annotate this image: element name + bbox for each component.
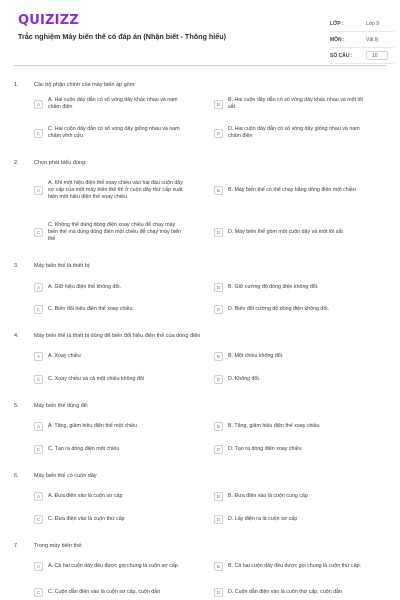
question-number: 7.	[14, 543, 19, 549]
option-text: A. Khi một hiệu điện thế xoay chiều vào hai đầu cuộn dây sơ cấp của một máy biến thế thì ở cuộn dây thứ cấp xuất hiện một hiệu điện thế xoay chiều	[48, 180, 183, 200]
option-d[interactable]	[214, 228, 365, 237]
question-4	[14, 331, 386, 341]
question-head	[14, 158, 386, 168]
option-letter: D	[214, 228, 223, 237]
option-letter: C	[34, 305, 43, 314]
option-letter: B	[214, 283, 223, 292]
header-divider	[14, 65, 386, 66]
question-number: 5.	[14, 403, 19, 409]
option-letter: A	[34, 100, 43, 109]
option-letter: B	[214, 352, 223, 361]
option-letter: B	[214, 562, 223, 571]
option-d[interactable]	[214, 445, 365, 454]
option-text: C. Tạo ra dòng điện một chiều	[48, 446, 120, 452]
option-text: B. Tăng, giảm hiệu điện thế xoay chiều	[228, 423, 320, 429]
quizizz-logo	[18, 12, 79, 28]
option-letter: C	[34, 375, 43, 384]
option-text: A. Đưa điện vào là cuộn sơ cấp	[48, 493, 123, 499]
option-letter: C	[34, 445, 43, 454]
option-letter: D	[214, 375, 223, 384]
option-letter: A	[34, 492, 43, 501]
meta-count	[330, 48, 394, 64]
option-text: D. Tạo ra dòng điện xoay chiều	[228, 446, 302, 452]
question-number: 4.	[14, 333, 19, 339]
meta-grade-label: LỚP :	[330, 20, 344, 27]
meta-subject	[330, 32, 394, 48]
option-b[interactable]	[214, 422, 365, 431]
question-number: 1.	[14, 82, 19, 88]
meta-subject-value: Vật lý	[366, 36, 379, 43]
option-c[interactable]	[34, 222, 185, 243]
option-a[interactable]	[34, 97, 185, 111]
option-c[interactable]	[34, 515, 185, 524]
option-c[interactable]	[34, 305, 185, 314]
option-d[interactable]	[214, 305, 365, 314]
logo-text: QUIZIZZ	[18, 12, 79, 28]
option-letter: C	[34, 515, 43, 524]
option-c[interactable]	[34, 445, 185, 454]
question-5	[14, 401, 386, 411]
option-b[interactable]	[214, 97, 365, 111]
option-d[interactable]	[214, 126, 365, 140]
question-head	[14, 401, 386, 411]
question-text: Chọn phát biểu đúng:	[34, 160, 87, 166]
meta-count-value: 10	[366, 51, 388, 60]
option-c[interactable]	[34, 588, 185, 597]
option-a[interactable]	[34, 180, 185, 201]
option-letter: B	[214, 186, 223, 195]
option-letter: A	[34, 422, 43, 431]
option-text: B. Máy biến thế có thể chạy bằng dòng điện một chiều	[228, 187, 356, 193]
question-1	[14, 80, 386, 90]
option-text: D. Lấy điện ra là cuộn sơ cấp	[228, 516, 298, 522]
option-a[interactable]	[34, 422, 185, 431]
option-d[interactable]	[214, 375, 365, 384]
question-text: Máy biến thế có cuộn dây	[34, 473, 97, 479]
option-text: C. Không thể dùng dòng điện xoay chiều để chạy máy biến thế mà dùng dòng điện một chiều để chạy máy biến thế	[48, 222, 182, 242]
option-text: A. Giữ hiệu điện thế không đổi.	[48, 284, 122, 290]
question-text: Máy biến thế là thiết bị:	[34, 263, 91, 269]
option-letter: A	[34, 283, 43, 292]
option-text: D. Cuộn dẫn điện vào là cuộn thứ cấp, cuộn dẫn	[228, 589, 342, 595]
option-text: D. Hai cuộn dây dẫn có số vòng dây giống nhau và nam châm điện	[228, 126, 360, 139]
option-d[interactable]	[214, 515, 365, 524]
option-text: B. Đưa điện vào là cuộn cung cấp	[228, 493, 308, 499]
meta-subject-label: MÔN :	[330, 36, 345, 43]
option-a[interactable]	[34, 283, 185, 292]
question-number: 3.	[14, 263, 19, 269]
option-letter: A	[34, 562, 43, 571]
question-number: 2.	[14, 160, 19, 166]
question-text: Các bộ phận chính của máy biến áp gồm:	[34, 82, 136, 88]
option-a[interactable]	[34, 562, 185, 571]
question-head	[14, 471, 386, 481]
worksheet-meta	[330, 16, 394, 64]
worksheet-header	[0, 0, 400, 66]
option-d[interactable]	[214, 588, 365, 597]
question-text: Máy biến thế dùng để:	[34, 403, 89, 409]
option-text: A. Hai cuộn dây dẫn có số vòng dây khác nhau và nam châm điện	[48, 97, 178, 110]
meta-grade-value: Lớp 9	[366, 20, 380, 27]
question-number: 6.	[14, 473, 19, 479]
option-text: A. Xoay chiều	[48, 353, 81, 359]
option-text: D. Máy biến thế gồm một cuộn dây và một lõi sắt	[228, 229, 343, 235]
option-text: C. Biến đổi hiệu điện thế xoay chiều.	[48, 306, 134, 312]
option-letter: D	[214, 305, 223, 314]
option-letter: D	[214, 515, 223, 524]
option-text: C. Đưa điện vào là cuộn thứ cấp	[48, 516, 125, 522]
question-head	[14, 261, 386, 271]
option-a[interactable]	[34, 352, 185, 361]
question-3	[14, 261, 386, 271]
option-a[interactable]	[34, 492, 185, 501]
option-letter: A	[34, 186, 43, 195]
option-text: B. Giữ cường độ dòng điện không đổi.	[228, 284, 319, 290]
option-b[interactable]	[214, 492, 365, 501]
option-text: B. Một chiều không đổi.	[228, 353, 284, 359]
question-head	[14, 541, 386, 551]
option-letter: C	[34, 129, 43, 138]
option-letter: C	[34, 588, 43, 597]
option-c[interactable]	[34, 375, 185, 384]
option-letter: B	[214, 100, 223, 109]
question-text: Trong máy biến thế:	[34, 543, 83, 549]
option-text: A. Cả hai cuộn dây đều được gọi chung là cuộn sơ cấp.	[48, 563, 180, 569]
option-c[interactable]	[34, 126, 185, 140]
meta-count-label: SỐ CÂU :	[330, 52, 353, 59]
option-text: A. Tăng, giảm hiệu điện thế một chiều	[48, 423, 138, 429]
question-2	[14, 158, 386, 168]
option-letter: A	[34, 352, 43, 361]
question-head	[14, 80, 386, 90]
option-letter: C	[34, 228, 43, 237]
option-text: B. Hai cuộn dây dẫn có số vòng dây khác nhau và một lõi sắt	[228, 97, 363, 110]
option-text: C. Hai cuộn dây dẫn có số vòng dây giống nhau và nam châm vĩnh cửu	[48, 126, 180, 139]
option-letter: D	[214, 588, 223, 597]
option-text: D. Biến đổi cường độ dòng điện không đổi.	[228, 306, 329, 312]
worksheet-title: Trắc nghiệm Máy biến thế có đáp án (Nhận biết - Thông hiểu)	[18, 32, 227, 41]
option-b[interactable]	[214, 186, 365, 195]
question-head	[14, 331, 386, 341]
option-b[interactable]	[214, 562, 365, 571]
question-6	[14, 471, 386, 481]
option-letter: B	[214, 492, 223, 501]
option-text: D. Không đổi.	[228, 376, 261, 382]
question-text: Máy biến thế là thiết bị dùng để biến đổi hiệu điện thế của dòng điện	[34, 333, 201, 339]
option-letter: D	[214, 445, 223, 454]
meta-grade	[330, 16, 394, 32]
option-b[interactable]	[214, 283, 365, 292]
option-text: B. Cả hai cuộn dây đều được gọi chung là cuộn thứ cấp.	[228, 563, 362, 569]
option-letter: D	[214, 129, 223, 138]
option-text: C. Cuộn dẫn điện vào là cuộn sơ cấp, cuộn dẫn	[48, 589, 161, 595]
option-letter: B	[214, 422, 223, 431]
question-7	[14, 541, 386, 551]
option-text: C. Xoay chiều và cả một chiều không đổi	[48, 376, 144, 382]
option-b[interactable]	[214, 352, 365, 361]
